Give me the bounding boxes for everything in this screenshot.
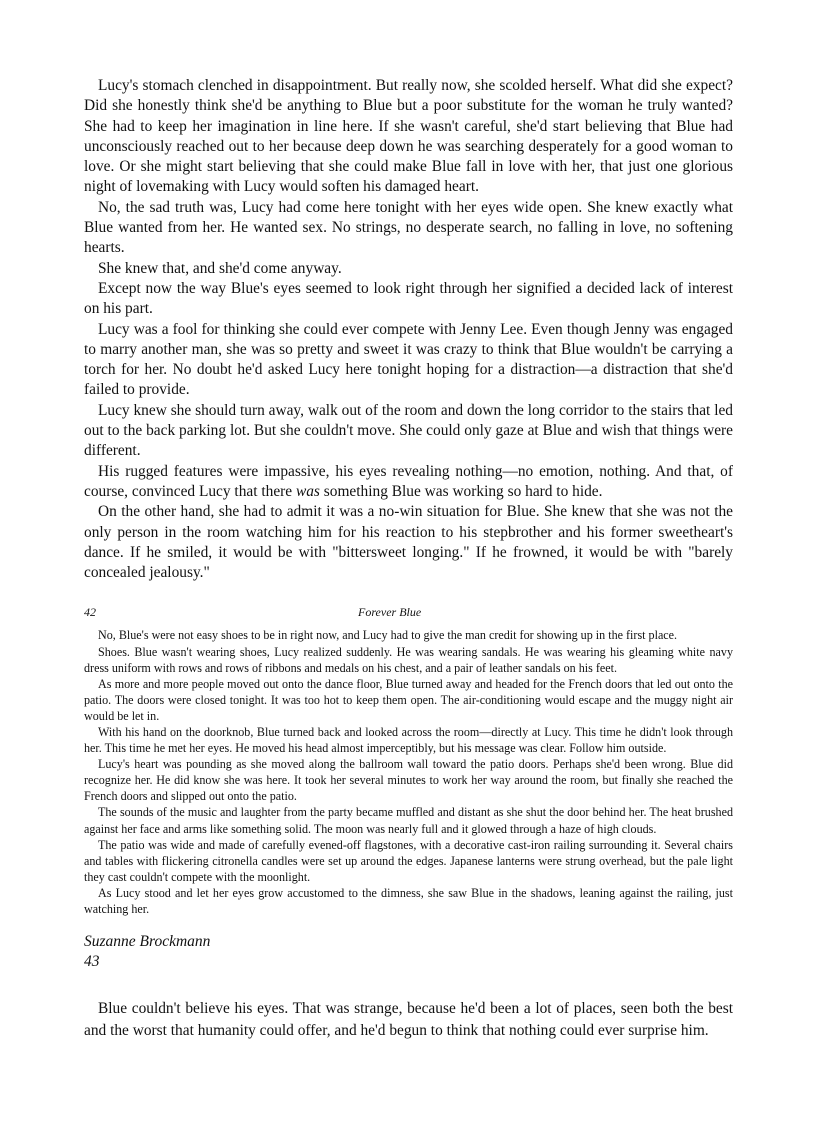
paragraph: As Lucy stood and let her eyes grow accustomed to the dimness, she saw Blue in the shadows, leaning against the railing, just watching her. bbox=[84, 885, 733, 917]
book-page bbox=[84, 76, 733, 1042]
paragraph: Lucy was a fool for thinking she could ever compete with Jenny Lee. Even though Jenny was engaged to marry another man, she was so pretty and sweet it was crazy to think that Blue wouldn't be carrying a torch for her. No doubt he'd asked Lucy here tonight hoping for a distraction—a distraction that she'd failed to provide. bbox=[84, 320, 733, 399]
paragraph: Except now the way Blue's eyes seemed to look right through her signified a decided lack of interest on his part. bbox=[84, 279, 733, 318]
paragraph: She knew that, and she'd come anyway. bbox=[98, 259, 342, 277]
page-42-body bbox=[84, 627, 733, 917]
paragraph: With his hand on the doorknob, Blue turned back and looked across the room—directly at Lucy. This time he didn't look through her. This time he met her eyes. He moved his head almost imperceptibly, but his message was clear. Follow him outside. bbox=[84, 724, 733, 756]
page-number: 43 bbox=[84, 953, 100, 971]
paragraph: The sounds of the music and laughter from the party became muffled and distant as she shut the door behind her. The heat brushed against her face and arms like something solid. The moon was nearly full and it glowed through a haze of high clouds. bbox=[84, 805, 733, 836]
paragraph: Lucy's stomach clenched in disappointment. But really now, she scolded herself. What did she expect? Did she honestly think she'd be anything to Blue but a poor substitute for the woman he truly wanted? She had to keep her imagination in line here. If she wasn't careful, she'd start believing that Blue had unconsciously reached out to her because deep down he was searching desperately for a good woman to love. Or she might start believing that she could make Blue fall in love with her, that just one glorious night of lovemaking with Lucy would soften his damaged heart. bbox=[84, 77, 733, 196]
page-41-body bbox=[84, 76, 733, 583]
emphasis-text: was bbox=[295, 482, 320, 500]
page-number: 42 bbox=[84, 605, 96, 620]
paragraph: Blue couldn't believe his eyes. That was strange, because he'd been a lot of places, seen both the best and the worst that humanity could offer, and he'd begun to think that nothing could ever surprise him. bbox=[84, 1000, 733, 1040]
author-name: Suzanne Brockmann bbox=[84, 933, 211, 951]
paragraph-text: something Blue was working so hard to hide. bbox=[319, 482, 603, 500]
paragraph: Lucy's heart was pounding as she moved along the ballroom wall toward the patio doors. Perhaps she'd been wrong. Blue did recognize her. He did know she was here. It took her several minutes to work her way around the room, but finally she reached the French doors and slipped out onto the patio. bbox=[84, 757, 733, 804]
running-head bbox=[84, 605, 733, 623]
paragraph: On the other hand, she had to admit it was a no-win situation for Blue. She knew that she was not the only person in the room watching him for his reaction to his stepbrother and his former sweetheart's dance. If he smiled, it would be with "bittersweet longing." If he frowned, it would be with "barely concealed jealousy." bbox=[84, 503, 733, 582]
paragraph: Shoes. Blue wasn't wearing shoes, Lucy realized suddenly. He was wearing sandals. He was wearing his gleaming white navy dress uniform with rows and rows of ribbons and medals on his chest, and a pair of leather sandals on his feet. bbox=[84, 644, 733, 675]
paragraph: The patio was wide and made of carefully evened-off flagstones, with a decorative cast-iron railing surrounding it. Several chairs and tables with flickering citronella candles were set up around the edges. Japanese lanterns were strung overhead, but the pale light they cast couldn't compete with the moonlight. bbox=[84, 837, 733, 884]
paragraph: No, the sad truth was, Lucy had come here tonight with her eyes wide open. She knew exactly what Blue wanted from her. He wanted sex. No strings, no desperate search, no falling in love, no softening hearts. bbox=[84, 198, 733, 257]
paragraph: No, Blue's were not easy shoes to be in right now, and Lucy had to give the man credit for showing up in the first place. bbox=[98, 628, 678, 643]
paragraph: Lucy knew she should turn away, walk out of the room and down the long corridor to the stairs that led out to the back parking lot. But she couldn't move. She could only gaze at Blue and wish that things were different. bbox=[84, 401, 733, 460]
page-footer bbox=[84, 932, 733, 972]
paragraph bbox=[84, 462, 733, 503]
page-43-body bbox=[84, 998, 733, 1042]
running-head-title: Forever Blue bbox=[358, 605, 422, 620]
paragraph: As more and more people moved out onto the dance floor, Blue turned away and headed for the French doors that led out onto the patio. The doors were closed tonight. It was too hot to keep them open. The air-conditioning would escape and the muggy night air would be let in. bbox=[84, 676, 733, 723]
paragraph-text: His rugged features were impassive, his eyes revealing nothing—no emotion, nothing. And that, of course, convinced Lucy that there bbox=[84, 462, 733, 500]
